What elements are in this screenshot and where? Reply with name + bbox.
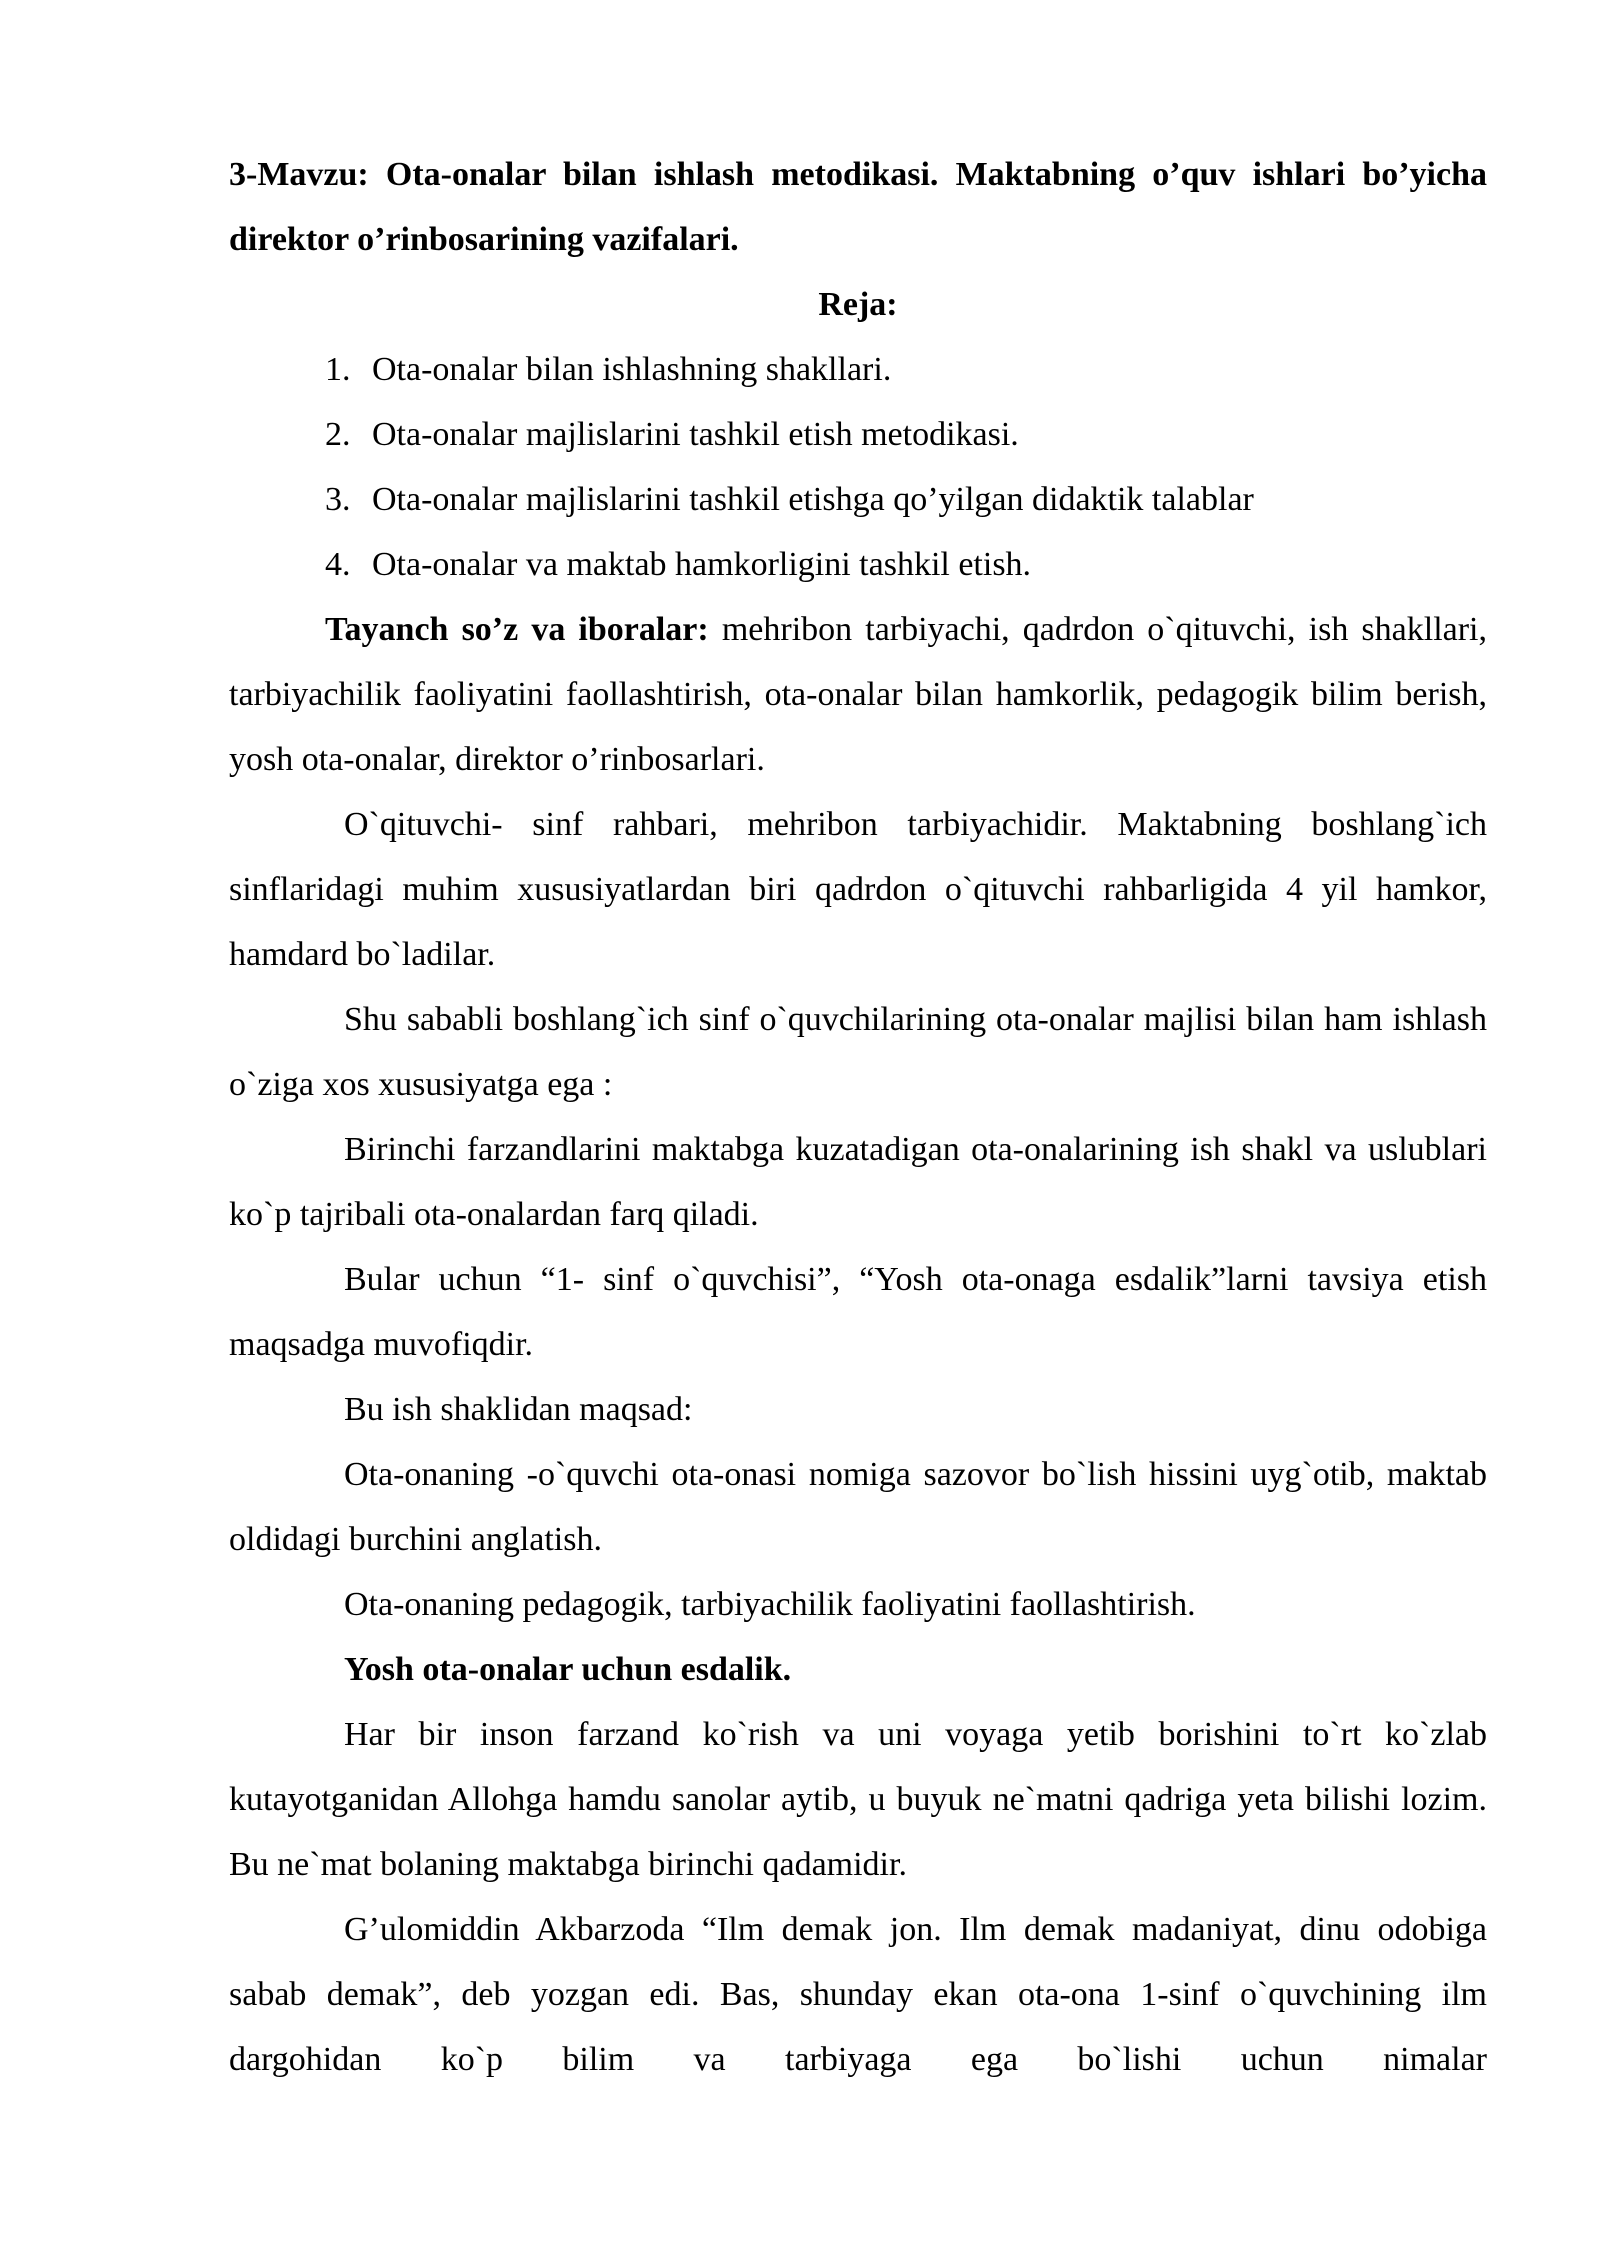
plan-item [325,337,1487,402]
plan-item-number: 2. [325,416,351,453]
body-paragraph: O`qituvchi- sinf rahbari, mehribon tarbiyachidir. Maktabning boshlang`ich sinflaridagi muhim xususiyatlardan biri qadrdon o`qituvchi rahbarligida 4 yil hamkor, hamdard bo`ladilar. [229,806,1487,973]
section-subheading: Yosh ota-onalar uchun esdalik. [344,1651,792,1688]
keywords-text: mehribon tarbiyachi, qadrdon o`qituvchi, ish shakllari, tarbiyachilik faoliyatini faollashtirish, ota-onalar bilan hamkorlik, pedagogik bilim berish, yosh ota-onalar, direktor o’rinbosarlari. [229,611,1488,778]
body-paragraph: Har bir inson farzand ko`rish va uni voyaga yetib borishini to`rt ko`zlab kutayotganidan Allohga hamdu sanolar aytib, u buyuk ne`matni qadriga yeta bilishi lozim. Bu ne`mat bolaning maktabga birinchi qadamidir. [229,1716,1487,1883]
plan-heading: Reja: [818,286,898,323]
body-paragraph: Shu sababli boshlang`ich sinf o`quvchilarining ota-onalar majlisi bilan ham ishlash o`ziga xos xususiyatga ega : [229,1001,1487,1103]
plan-item-text: Ota-onalar majlislarini tashkil etish metodikasi. [372,416,1019,453]
plan-item-text: Ota-onalar va maktab hamkorligini tashkil etish. [372,546,1032,583]
body-paragraph: Birinchi farzandlarini maktabga kuzatadigan ota-onalarining ish shakl va uslublari ko`p tajribali ota-onalardan farq qiladi. [229,1131,1487,1233]
document-page [229,142,1487,2092]
plan-item-number: 3. [325,481,351,518]
body-paragraph: G’ulomiddin Akbarzoda “Ilm demak jon. Ilm demak madaniyat, dinu odobiga sabab demak”, deb yozgan edi. Bas, shunday ekan ota-ona 1-sinf o`quvchining ilm dargohidan ko`p bilim va tarbiyaga ega bo`lishi uchun nimalar [229,1911,1487,2078]
plan-item-number: 4. [325,546,351,583]
plan-list [229,337,1487,597]
document-title: 3-Mavzu: Ota-onalar bilan ishlash metodikasi. Maktabning o’quv ishlari bo’yicha direktor o’rinbosarining vazifalari. [229,156,1487,258]
body-paragraph: Ota-onaning -o`quvchi ota-onasi nomiga sazovor bo`lish hissini uyg`otib, maktab oldidagi burchini anglatish. [229,1456,1487,1558]
keywords-paragraph [229,597,1487,792]
plan-item-text: Ota-onalar bilan ishlashning shakllari. [372,351,892,388]
body-paragraph: Bu ish shaklidan maqsad: [344,1391,693,1428]
plan-item-text: Ota-onalar majlislarini tashkil etishga qo’yilgan didaktik talablar [372,481,1254,518]
body-paragraph: Ota-onaning pedagogik, tarbiyachilik faoliyatini faollashtirish. [344,1586,1196,1623]
plan-item-number: 1. [325,351,351,388]
keywords-label: Tayanch so’z va iboralar: [325,611,709,648]
plan-item [325,532,1487,597]
body-paragraph: Bular uchun “1- sinf o`quvchisi”, “Yosh ota-onaga esdalik”larni tavsiya etish maqsadga muvofiqdir. [229,1261,1487,1363]
plan-item [325,467,1487,532]
plan-item [325,402,1487,467]
